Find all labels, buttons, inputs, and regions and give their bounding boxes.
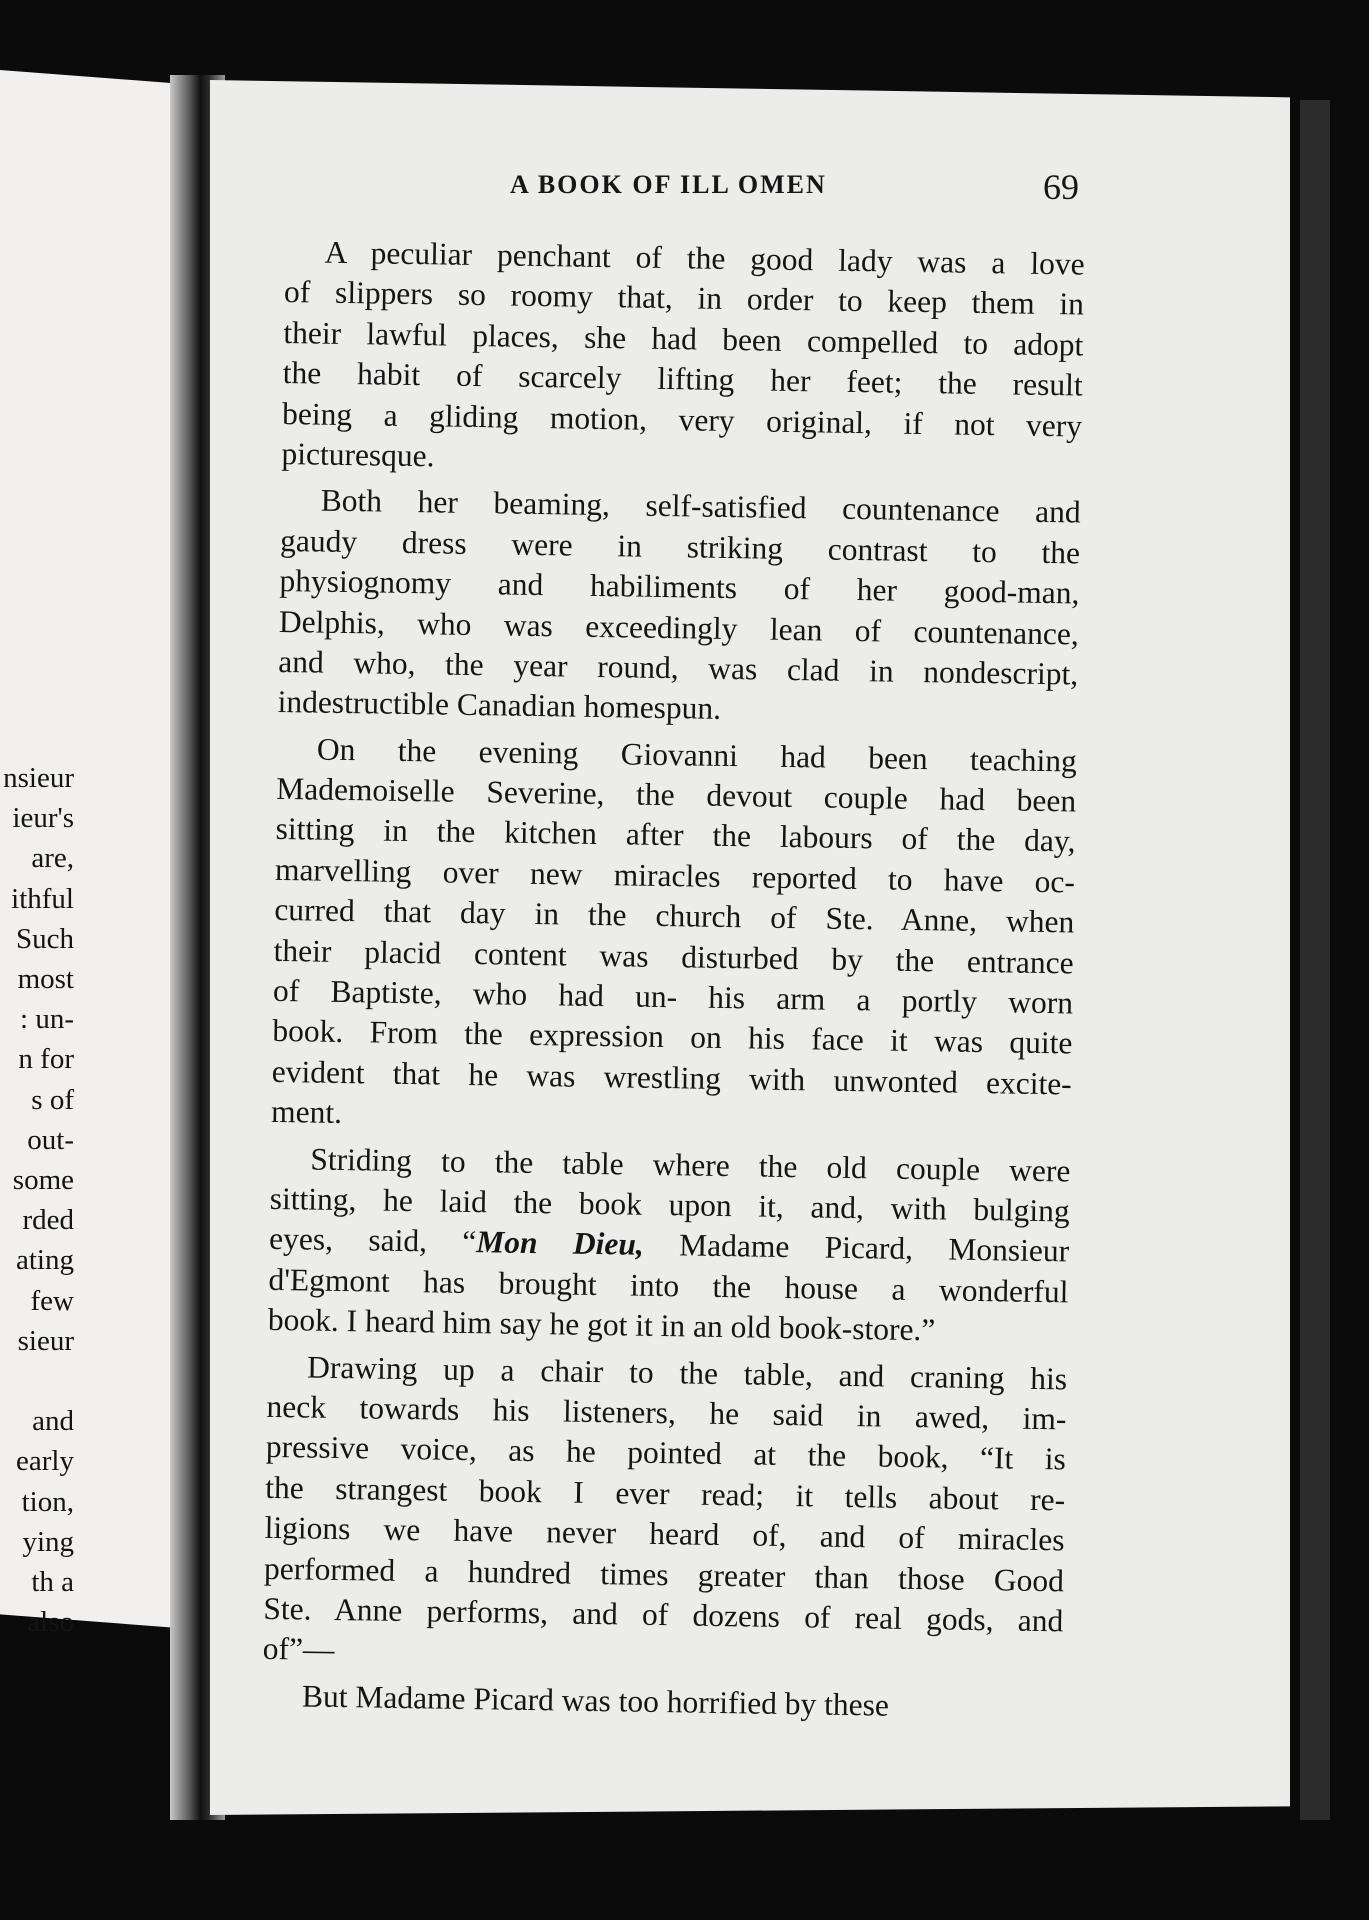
text-line: evident that he was wrestling with unwonted excite- — [271, 1053, 1072, 1102]
paragraph — [268, 1138, 1071, 1352]
left-page-line — [0, 1361, 74, 1401]
left-page-line: ying — [22, 1525, 74, 1558]
text-line: gaudy dress were in striking contrast to the — [279, 522, 1081, 571]
left-page-line: nsieur — [3, 762, 74, 794]
left-page-line: out- — [27, 1123, 74, 1156]
text-line: indestructible Canadian homespun. — [277, 684, 722, 727]
text-line: Delphis, who was exceedingly lean of countenance, — [278, 603, 1080, 652]
left-page-line: Such — [16, 922, 74, 955]
page-edge-shadow — [1300, 100, 1330, 1820]
italic-exclamation: Mon Dieu, — [476, 1224, 645, 1263]
left-page-line: most — [17, 963, 74, 996]
text-line: the habit of scarcely lifting her feet; the result — [282, 355, 1083, 403]
paragraph — [271, 729, 1077, 1145]
text-line: being a gliding motion, very original, if not very — [281, 395, 1083, 444]
left-page-line: s of — [31, 1083, 74, 1116]
text-line: Striding to the table where the old couple were — [310, 1141, 1071, 1189]
body-text — [262, 232, 1085, 1728]
text-line: of”— — [262, 1631, 335, 1668]
text-line: of Baptiste, who had un- his arm a portly worn — [272, 972, 1074, 1021]
left-page-line: are, — [31, 842, 74, 875]
left-page-line: ithful — [11, 882, 74, 915]
text-line: picturesque. — [281, 435, 435, 474]
left-page-text — [0, 758, 74, 1642]
text-line: ligions we have never heard of, and of miracles — [264, 1509, 1065, 1558]
text-line: But Madame Picard was too horrified by these — [301, 1678, 890, 1723]
paragraph — [277, 480, 1081, 735]
text-line: Both her beaming, self-satisfied countenance and — [320, 482, 1081, 530]
paragraph — [281, 232, 1085, 487]
left-page-line: some — [12, 1164, 74, 1197]
left-page-line: early — [16, 1445, 74, 1478]
text-line: performed a hundred times greater than those Good — [263, 1550, 1065, 1598]
left-page-line: n for — [18, 1043, 74, 1076]
page-number: 69 — [1043, 167, 1079, 207]
text-line: of slippers so roomy that, in order to keep them in — [283, 274, 1085, 322]
left-page-line: and — [32, 1405, 74, 1438]
left-page-line: th a — [31, 1566, 74, 1599]
text-line: eyes, said, “Mon Dieu, Madame Picard, Monsieur — [268, 1221, 1070, 1269]
text-line: curred that day in the church of Ste. Anne, when — [274, 892, 1075, 940]
left-page-line: also — [27, 1606, 74, 1639]
paragraph — [262, 1346, 1067, 1682]
text-line: ment. — [270, 1094, 343, 1131]
text-line: neck towards his listeners, he said in awed, im- — [266, 1388, 1067, 1437]
left-page-line: sieur — [17, 1324, 74, 1357]
text-line: A peculiar penchant of the good lady was a love — [324, 234, 1085, 282]
text-line: physiognomy and habiliments of her good-man, — [279, 563, 1080, 611]
text-line: marvelling over new miracles reported to have oc- — [274, 851, 1076, 900]
text-line: book. From the expression on his face it was quite — [272, 1013, 1073, 1061]
text-line: and who, the year round, was clad in nondescript, — [277, 643, 1079, 692]
text-line: Mademoiselle Severine, the devout couple had been — [275, 771, 1077, 819]
text-line: book. I heard him say he got it in an old book-store.” — [267, 1302, 936, 1348]
text-line: pressive voice, as he pointed at the book, “It is — [265, 1429, 1067, 1477]
left-page-line: tion, — [21, 1485, 74, 1518]
text-line: On the evening Giovanni had been teaching — [316, 731, 1078, 779]
text-line: d'Egmont has brought into the house a wonderful — [268, 1261, 1069, 1310]
left-page-line: ating — [16, 1244, 74, 1277]
text-line: the strangest book I ever read; it tells about re- — [265, 1469, 1066, 1518]
text-line: sitting, he laid the book upon it, and, with bulging — [269, 1180, 1070, 1229]
text-line: Ste. Anne performs, and of dozens of real gods, and — [263, 1590, 1064, 1639]
text-line: Drawing up a chair to the table, and craning his — [306, 1349, 1068, 1396]
left-page-line: : un- — [20, 1003, 74, 1036]
left-page-line: ieur's — [12, 802, 74, 835]
left-page-line: rded — [22, 1204, 74, 1237]
text-line: their placid content was disturbed by the entrance — [273, 932, 1074, 981]
running-header-title: A BOOK OF ILL OMEN — [510, 170, 827, 199]
text-line: their lawful places, she had been compelled to adopt — [283, 314, 1084, 363]
text-line: sitting in the kitchen after the labours of the day, — [275, 811, 1076, 859]
left-page-line: few — [30, 1284, 74, 1317]
